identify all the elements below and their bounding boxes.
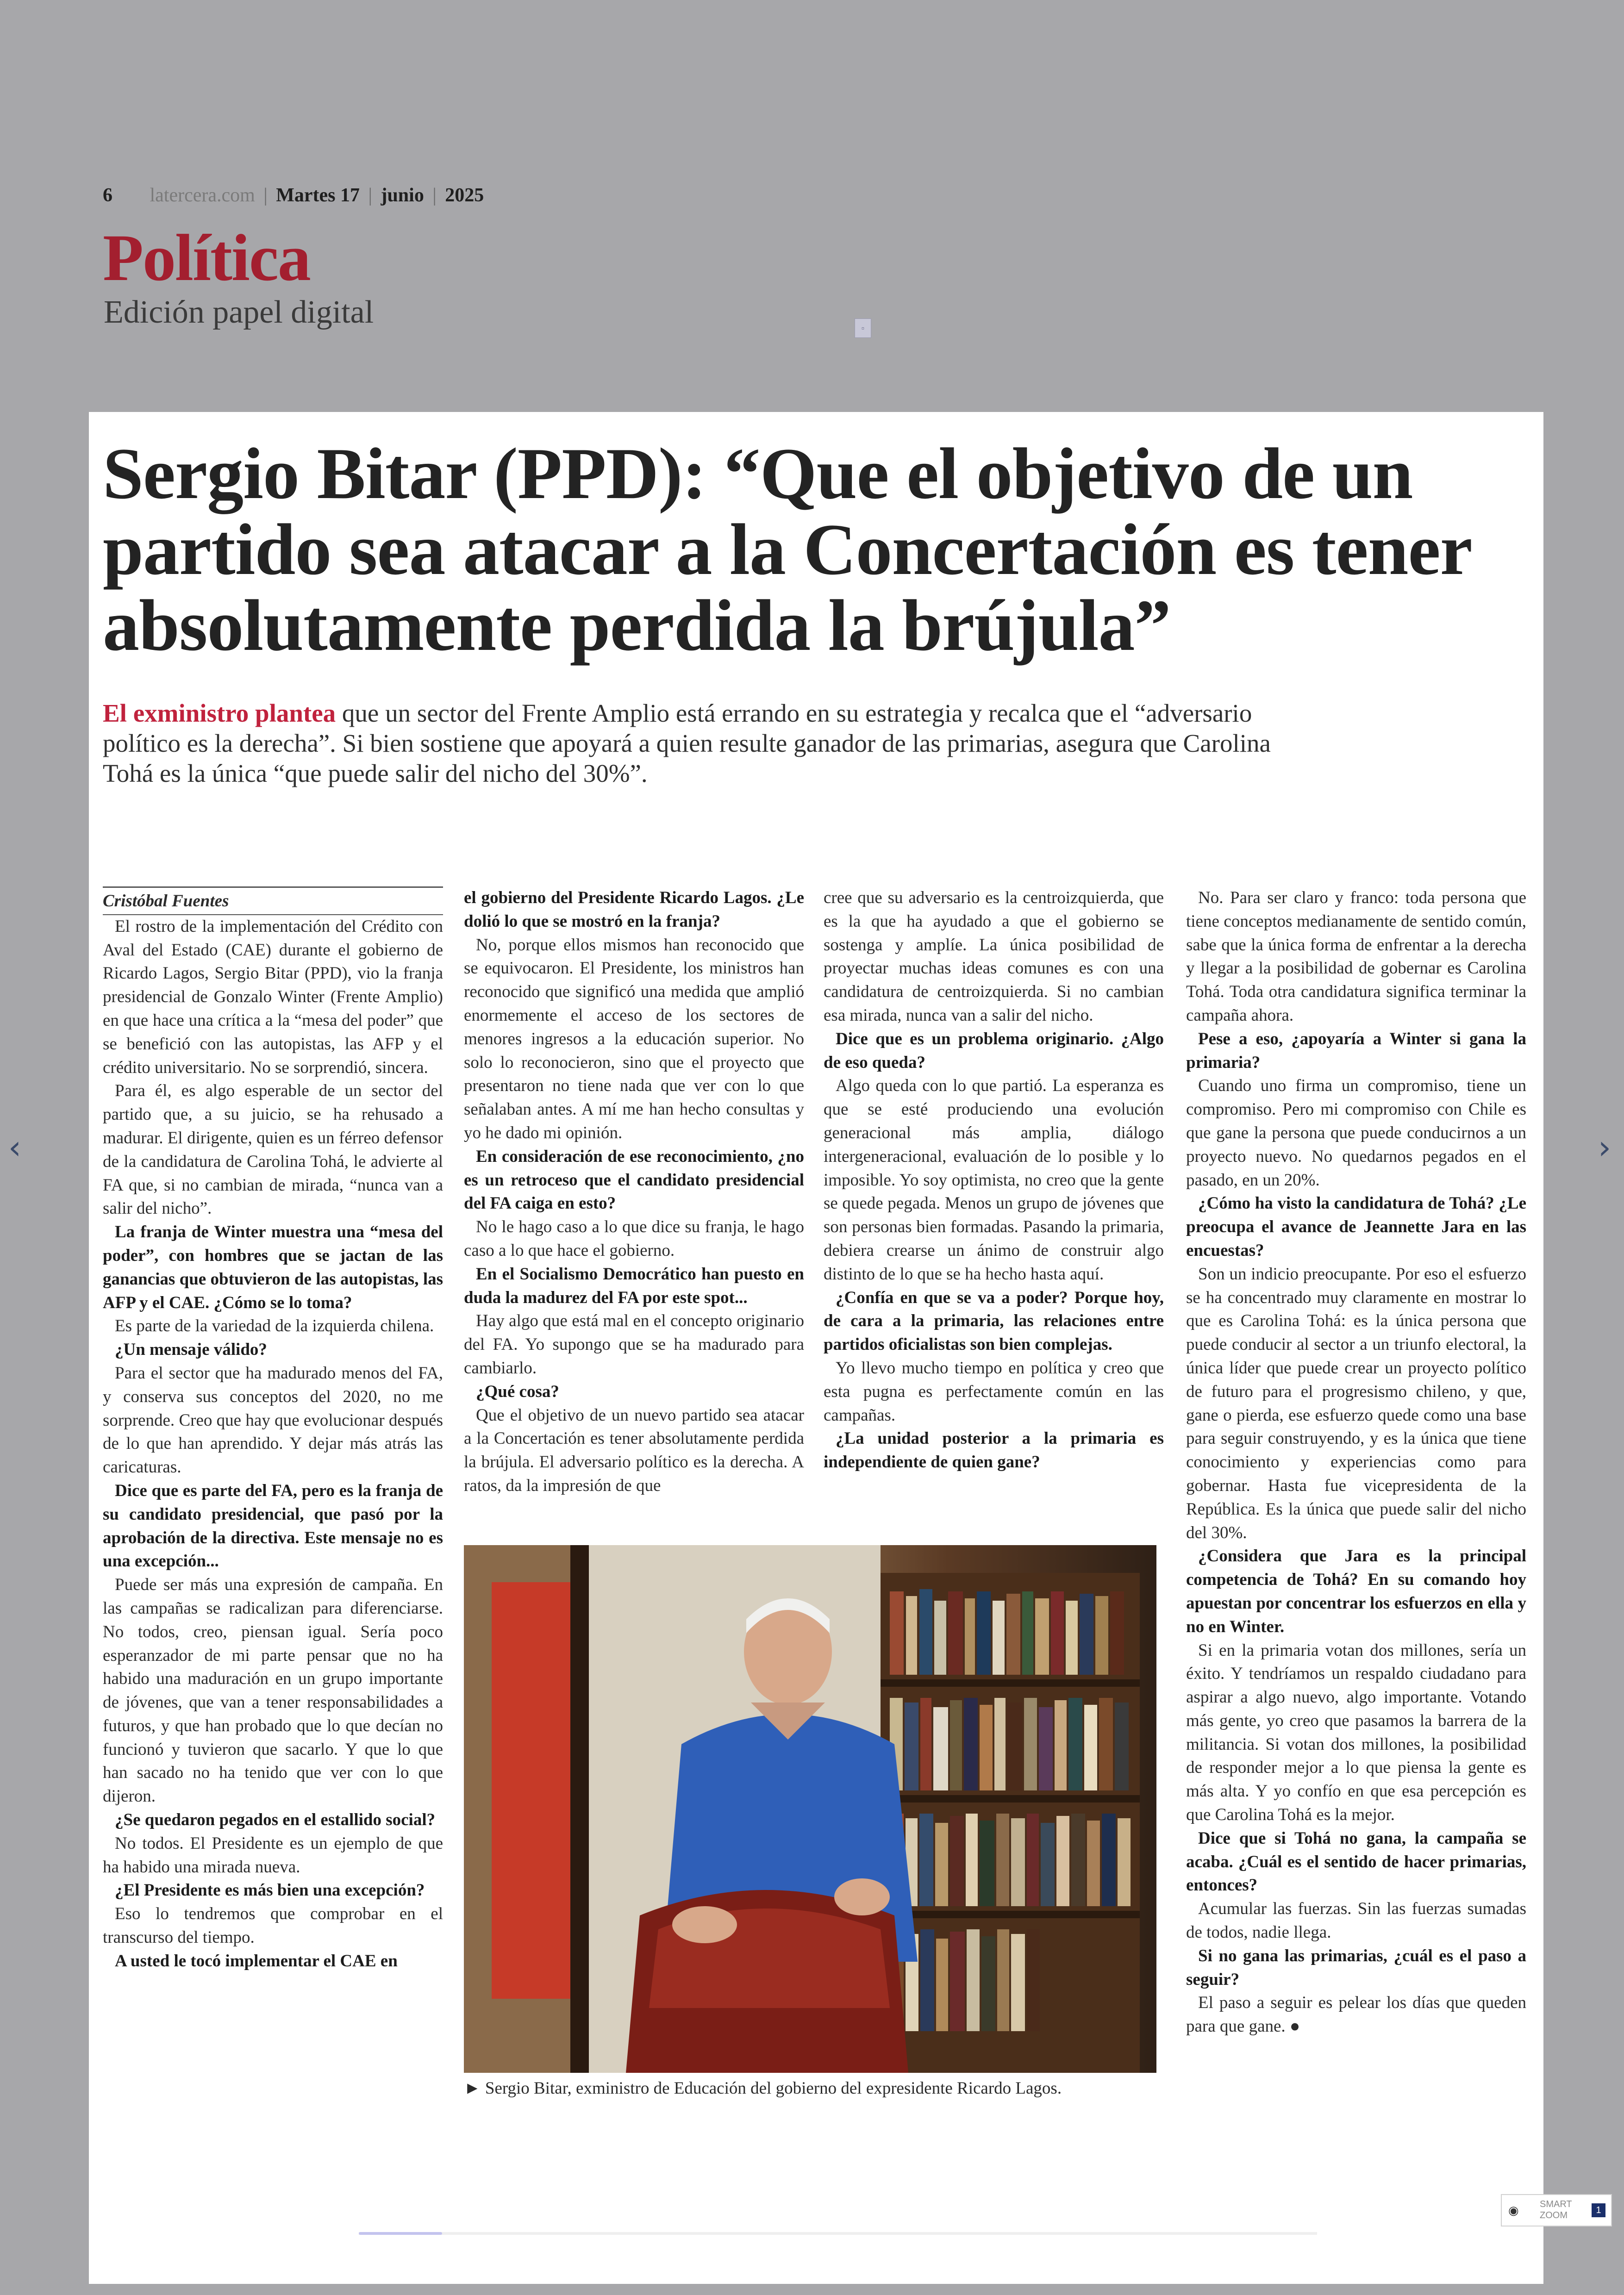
interview-question: el gobierno del Presidente Ricardo Lagos. ¿Le dolió lo que se mostró en la franja?: [464, 888, 804, 931]
interview-question: ¿Considera que Jara es la principal competencia de Tohá? En su comando hoy apuestan por concentrar los esfuerzos en ella y no en Winter.: [1186, 1547, 1526, 1636]
paragraph: Hay algo que está mal en el concepto originario del FA. Yo supongo que se ha madurado para cambiarlo.: [464, 1311, 804, 1378]
paragraph: No todos. El Presidente es un ejemplo de que ha habido una mirada nueva.: [103, 1834, 443, 1877]
paragraph: Eso lo tendremos que comprobar en el transcurso del tiempo.: [103, 1904, 443, 1947]
interview-question: Pese a eso, ¿apoyaría a Winter si gana la primaria?: [1186, 1029, 1526, 1072]
chevron-right-icon[interactable]: ›: [1598, 1129, 1611, 1166]
article-column-2: [464, 886, 804, 1498]
interview-question: ¿La unidad posterior a la primaria es independiente de quien gane?: [824, 1429, 1164, 1472]
site-name: latercera.com: [150, 185, 255, 206]
date-month: junio: [381, 185, 424, 206]
paragraph: Son un indicio preocupante. Por eso el esfuerzo se ha concentrado muy claramente en mostrar lo que es Carolina Tohá: es la única persona que puede conducir al sector a un triunfo electoral, la única líder que puede crear un proyecto político de futuro para el progresismo chileno, y que, gane o pierda, ese esfuerzo quede como una base para seguir construyendo, y es la única que tiene conocimiento y experiencias como para gobernar. Hasta fue vicepresidenta de la República. Es la única que puede salir del nicho del 30%.: [1186, 1264, 1526, 1542]
chevron-left-icon[interactable]: ‹: [8, 1129, 21, 1166]
article-lead: [103, 698, 1306, 788]
photo-illustration: [464, 1545, 1156, 2073]
masthead: 6 latercera.com | Martes 17 | junio | 2025: [103, 185, 484, 206]
paragraph: El rostro de la implementación del Crédito con Aval del Estado (CAE) durante el gobierno de Ricardo Lagos, Sergio Bitar (PPD), vio la franja presidencial de Gonzalo Winter (Frente Amplio) en que hace una crítica a la “mesa del poder” que se benefició con las autopistas, las AFP y el crédito universitario. No se sorprendió, sincera.: [103, 917, 443, 1077]
paragraph: Puede ser más una expresión de campaña. En las campañas se radicalizan para diferenciarse. No todos, creo, piensan igual. Sería poco esperanzador de mi parte pensar que no ha habido una maduración en un grupo importante de jóvenes, que van a tener responsabilidades a futuros, y que han probado que lo que decían no funcionó y tuvieron que sacarlo. Y que lo que han sacado no ha tenido que ver con lo que dijeron.: [103, 1575, 443, 1806]
interview-question: En consideración de ese reconocimiento, ¿no es un retroceso que el candidato presidencial del FA caiga en esto?: [464, 1147, 804, 1213]
paragraph: Que el objetivo de un nuevo partido sea atacar a la Concertación es tener absolutamente perdida la brújula. El adversario político es la derecha. A ratos, da la impresión de que: [464, 1405, 804, 1495]
article-column-3: [824, 886, 1164, 1474]
eye-icon: ◉: [1508, 2203, 1519, 2217]
horizontal-scrollbar[interactable]: [359, 2232, 1317, 2235]
paragraph: Yo llevo mucho tiempo en política y creo que esta pugna es perfectamente común en las campañas.: [824, 1358, 1164, 1425]
interview-question: A usted le tocó implementar el CAE en: [115, 1951, 398, 1971]
interview-question: ¿Qué cosa?: [476, 1382, 559, 1401]
smart-zoom-label-line1: SMART: [1540, 2199, 1572, 2209]
date-day: Martes 17: [276, 185, 360, 206]
lead-text: que un sector del Frente Amplio está errando en su estrategia y recalca que el “adversario político es la derecha”. Si bien sostiene que apoyará a quien resulte ganador de las primarias, asegura que Carolina Tohá es la única “que puede salir del nicho del 30%”.: [103, 699, 1271, 787]
interview-question: La franja de Winter muestra una “mesa del poder”, con hombres que se jactan de las ganancias que obtuvieron de las autopistas, las AFP y el CAE. ¿Cómo se lo toma?: [103, 1222, 443, 1312]
paragraph: Para él, es algo esperable de un sector del partido que, a su juicio, se ha rehusado a madurar. El dirigente, quien es un férreo defensor de la candidatura de Carolina Tohá, le advierte al FA que, si no cambian de mirada, “nunca van a salir del nicho”.: [103, 1081, 443, 1218]
scrollbar-thumb[interactable]: [359, 2232, 442, 2235]
interview-question: Dice que es un problema originario. ¿Algo de eso queda?: [824, 1029, 1164, 1072]
date-year: 2025: [445, 185, 484, 206]
newspaper-page: [89, 412, 1601, 2284]
smart-zoom-button[interactable]: [1501, 2194, 1612, 2226]
paragraph: No, porque ellos mismos han reconocido que se equivocaron. El Presidente, los ministros han reconocido que significó una medida que amplió enormemente el acceso de los sectores de menores ingresos a la educación superior. No solo lo reconocieron, sino que el proyecto que presentaron no tiene nada que ver con lo que señalaban antes. A mí me han hecho consultas y yo he dado mi opinión.: [464, 935, 804, 1142]
paragraph: No le hago caso a lo que dice su franja, le hago caso a lo que hace el gobierno.: [464, 1217, 804, 1260]
interview-question: ¿Confía en que se va a poder? Porque hoy, de cara a la primaria, las relaciones entre partidos oficialistas son bien complejas.: [824, 1288, 1164, 1354]
paragraph: Para el sector que ha madurado menos del FA, y conserva sus conceptos del 2020, no me sorprende. Creo que hay que evolucionar después de lo que han aprendido. Y dejar más atrás las caricaturas.: [103, 1363, 443, 1477]
interview-question: Dice que si Tohá no gana, la campaña se acaba. ¿Cuál es el sentido de hacer primarias, entonces?: [1186, 1828, 1526, 1895]
smart-zoom-label: [1540, 2199, 1572, 2221]
section-subtitle: Edición papel digital: [104, 294, 374, 330]
zoom-page-badge: 1: [1592, 2203, 1605, 2217]
paragraph: Acumular las fuerzas. Sin las fuerzas sumadas de todos, nadie llega.: [1186, 1899, 1526, 1942]
paragraph: Cuando uno firma un compromiso, tiene un compromiso. Pero mi compromiso con Chile es que gane la persona que puede conducirnos a un proyecto nuevo. No quedarnos pegados en el pasado, en un 20%.: [1186, 1076, 1526, 1190]
section-title: Política: [103, 221, 310, 295]
paragraph: Si en la primaria votan dos millones, sería un éxito. Y tendríamos un respaldo ciudadano para aspirar a algo nuevo, algo importante. Votando más gente, yo creo que pasamos la barrera de la militancia. Si votan dos millones, la posibilidad de responder mejor a lo que piensa la gente es más alta. Y yo confío en que esa percepción es que Carolina Tohá es la mejor.: [1186, 1640, 1526, 1825]
interview-question: En el Socialismo Democrático han puesto en duda la madurez del FA por este spot...: [464, 1264, 804, 1307]
interview-question: Dice que es parte del FA, pero es la franja de su candidato presidencial, que pasó por la aprobación de la directiva. Este mensaje no es una excepción...: [103, 1481, 443, 1571]
byline: Cristóbal Fuentes: [103, 886, 443, 915]
interview-question: ¿Se quedaron pegados en el estallido social?: [115, 1810, 436, 1830]
lead-highlight: El exministro plantea: [103, 699, 336, 727]
paragraph: El paso a seguir es pelear los días que queden para que gane. ●: [1186, 1993, 1526, 2036]
interview-question: ¿Un mensaje válido?: [115, 1340, 267, 1360]
article-photo: [464, 1545, 1156, 2073]
paragraph: Algo queda con lo que partió. La esperanza es que se esté produciendo una evolución generacional más amplia, diálogo intergeneracional, evaluación de lo posible y lo imposible. Yo soy optimista, no creo que la gente se quede pegada. Menos un grupo de jóvenes que son personas bien formadas. Pasando la primaria, debiera crearse un ánimo de construir algo distinto de lo que se ha hecho hasta aquí.: [824, 1076, 1164, 1284]
photo-caption: ► Sergio Bitar, exministro de Educación del gobierno del expresidente Ricardo Lagos.: [464, 2079, 1062, 2098]
page-thumb-icon[interactable]: ▫: [855, 318, 871, 338]
interview-question: ¿Cómo ha visto la candidatura de Tohá? ¿Le preocupa el avance de Jeannette Jara en las encuestas?: [1186, 1194, 1526, 1260]
interview-question: Si no gana las primarias, ¿cuál es el paso a seguir?: [1186, 1946, 1526, 1989]
article-headline: Sergio Bitar (PPD): “Que el objetivo de un partido sea atacar a la Concertación es tener absolutamente perdida la brújula”: [103, 433, 1471, 666]
article-column-1: [103, 886, 443, 1973]
paragraph: cree que su adversario es la centroizquierda, que es la que ha ayudado a que el gobierno se sostenga y amplíe. La única posibilidad de proyectar muchas ideas comunes es con una candidatura de centroizquierda. Si no cambian esa mirada, nunca van a salir del nicho.: [824, 888, 1164, 1025]
smart-zoom-label-line2: ZOOM: [1540, 2210, 1568, 2220]
article-column-4: [1186, 886, 1526, 2039]
interview-question: ¿El Presidente es más bien una excepción?: [115, 1881, 425, 1900]
page-number: 6: [103, 185, 112, 206]
paragraph: Es parte de la variedad de la izquierda chilena.: [115, 1316, 434, 1336]
paragraph: No. Para ser claro y franco: toda persona que tiene conceptos medianamente de sentido común, sabe que la única forma de enfrentar a la derecha y llegar a la posibilidad de gobernar es Carolina Tohá. Toda otra candidatura significa terminar la campaña ahora.: [1186, 888, 1526, 1025]
